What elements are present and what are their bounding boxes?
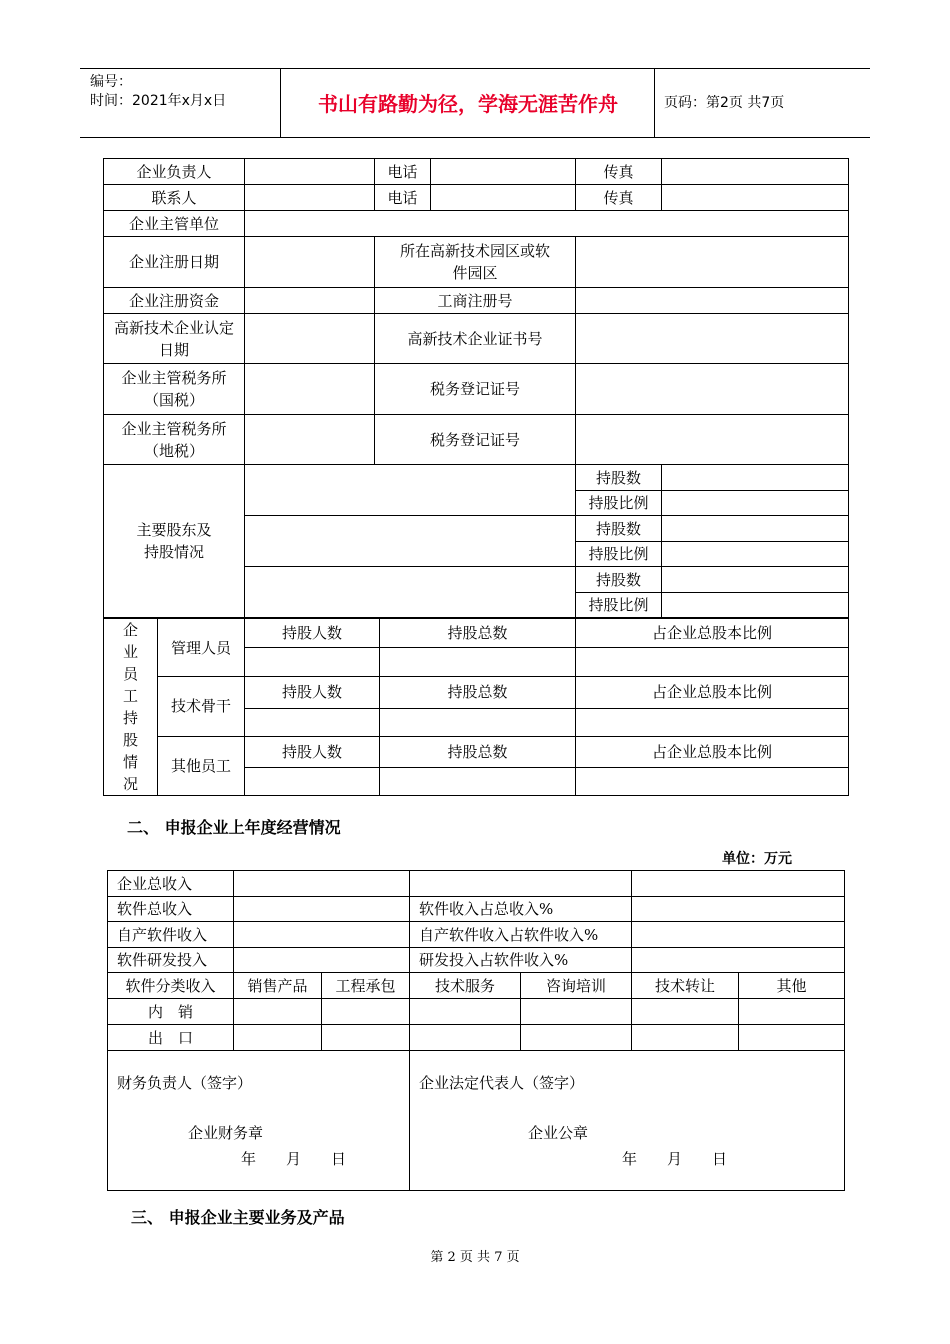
label-share-count-3: 持股数 bbox=[576, 567, 662, 593]
field-domestic-6[interactable] bbox=[739, 999, 845, 1025]
field-own-pct[interactable] bbox=[632, 922, 845, 948]
field-total-2[interactable] bbox=[380, 708, 576, 736]
label-ratio-1: 占企业总股本比例 bbox=[576, 619, 849, 648]
label-biz-reg-no: 工商注册号 bbox=[375, 288, 576, 314]
label-tax-local: 企业主管税务所（地税） bbox=[104, 415, 245, 465]
field-domestic-2[interactable] bbox=[322, 999, 410, 1025]
label-total-2: 持股总数 bbox=[380, 677, 576, 709]
label-tax-reg-no-local: 税务登记证号 bbox=[375, 415, 576, 465]
label-tax-reg-no-national: 税务登记证号 bbox=[375, 364, 576, 415]
field-software-pct[interactable] bbox=[632, 897, 845, 922]
finance-signature-cell[interactable] bbox=[108, 1051, 410, 1191]
time-label: 时间：2021年x月x日 bbox=[90, 93, 227, 109]
field-software-income[interactable] bbox=[234, 897, 410, 922]
col-sales: 销售产品 bbox=[234, 973, 322, 999]
field-share-ratio-2[interactable] bbox=[662, 542, 849, 567]
label-others: 其他员工 bbox=[158, 736, 245, 796]
label-share-count-1: 持股数 bbox=[576, 465, 662, 491]
field-reg-capital[interactable] bbox=[245, 288, 375, 314]
label-contact: 联系人 bbox=[104, 185, 245, 211]
field-share-count-2[interactable] bbox=[662, 516, 849, 542]
label-rd-input: 软件研发投入 bbox=[108, 948, 234, 973]
label-tech: 技术骨干 bbox=[158, 677, 245, 737]
field-tax-local[interactable] bbox=[245, 415, 375, 465]
field-phone[interactable] bbox=[431, 159, 576, 185]
label-domestic: 内 销 bbox=[108, 999, 234, 1025]
field-share-ratio-1[interactable] bbox=[662, 491, 849, 516]
label-share-ratio-1: 持股比例 bbox=[576, 491, 662, 516]
label-shareholders: 主要股东及持股情况 bbox=[104, 465, 245, 618]
field-leader[interactable] bbox=[245, 159, 375, 185]
header-meta bbox=[80, 69, 281, 137]
field-hitech-date[interactable] bbox=[245, 314, 375, 364]
field-ratio-1[interactable] bbox=[576, 648, 849, 677]
field-holders-2[interactable] bbox=[245, 708, 380, 736]
field-share-ratio-3[interactable] bbox=[662, 593, 849, 618]
label-category: 软件分类收入 bbox=[108, 973, 234, 999]
field-contact-phone[interactable] bbox=[431, 185, 576, 211]
label-blank bbox=[410, 871, 632, 897]
label-rd-pct: 研发投入占软件收入% bbox=[410, 948, 632, 973]
label-total-1: 持股总数 bbox=[380, 619, 576, 648]
label-total-3: 持股总数 bbox=[380, 736, 576, 768]
col-consulting: 咨询培训 bbox=[521, 973, 632, 999]
section-3-title: 三、 申报企业主要业务及产品 bbox=[131, 1208, 345, 1227]
field-contact[interactable] bbox=[245, 185, 375, 211]
field-export-1[interactable] bbox=[234, 1025, 322, 1051]
label-holders-2: 持股人数 bbox=[245, 677, 380, 709]
field-total-1[interactable] bbox=[380, 648, 576, 677]
field-holders-3[interactable] bbox=[245, 768, 380, 796]
field-rd-input[interactable] bbox=[234, 948, 410, 973]
label-contact-fax: 传真 bbox=[576, 185, 662, 211]
number-label: 编号： bbox=[90, 74, 132, 90]
field-export-3[interactable] bbox=[410, 1025, 521, 1051]
field-hitech-cert[interactable] bbox=[576, 314, 849, 364]
field-total-income[interactable] bbox=[234, 871, 410, 897]
field-export-5[interactable] bbox=[632, 1025, 739, 1051]
label-legal-date: 年 月 日 bbox=[622, 1150, 728, 1168]
label-supervisor-unit: 企业主管单位 bbox=[104, 211, 245, 237]
label-holders-1: 持股人数 bbox=[245, 619, 380, 648]
label-park: 所在高新技术园区或软件园区 bbox=[375, 237, 576, 288]
field-tax-reg-no-local[interactable] bbox=[576, 415, 849, 465]
field-shareholder-3[interactable] bbox=[245, 567, 576, 618]
page-footer: 第 2 页 共 7 页 bbox=[430, 1250, 520, 1265]
field-shareholder-2[interactable] bbox=[245, 516, 576, 567]
label-contact-phone: 电话 bbox=[375, 185, 431, 211]
field-domestic-1[interactable] bbox=[234, 999, 322, 1025]
label-finance-date: 年 月 日 bbox=[241, 1150, 347, 1168]
label-share-count-2: 持股数 bbox=[576, 516, 662, 542]
label-share-ratio-3: 持股比例 bbox=[576, 593, 662, 618]
field-supervisor-unit[interactable] bbox=[245, 211, 849, 237]
label-hitech-cert: 高新技术企业证书号 bbox=[375, 314, 576, 364]
field-domestic-5[interactable] bbox=[632, 999, 739, 1025]
label-export: 出 口 bbox=[108, 1025, 234, 1051]
header-motto: 书山有路勤为径，学海无涯苦作舟 bbox=[282, 69, 655, 137]
unit-label: 单位：万元 bbox=[722, 851, 792, 867]
field-biz-reg-no[interactable] bbox=[576, 288, 849, 314]
field-total-3[interactable] bbox=[380, 768, 576, 796]
legal-signature-cell[interactable] bbox=[410, 1051, 845, 1191]
label-tax-national: 企业主管税务所（国税） bbox=[104, 364, 245, 415]
field-rd-pct[interactable] bbox=[632, 948, 845, 973]
field-holders-1[interactable] bbox=[245, 648, 380, 677]
label-staff-title: 企业员工持股情况 bbox=[104, 619, 158, 796]
label-legal-rep: 企业法定代表人（签字） bbox=[419, 1074, 585, 1092]
field-share-count-1[interactable] bbox=[662, 465, 849, 491]
field-contact-fax[interactable] bbox=[662, 185, 849, 211]
field-export-6[interactable] bbox=[739, 1025, 845, 1051]
field-blank[interactable] bbox=[632, 871, 845, 897]
label-fax: 传真 bbox=[576, 159, 662, 185]
field-tax-national[interactable] bbox=[245, 364, 375, 415]
label-software-income: 软件总收入 bbox=[108, 897, 234, 922]
label-share-ratio-2: 持股比例 bbox=[576, 542, 662, 567]
field-domestic-3[interactable] bbox=[410, 999, 521, 1025]
field-export-2[interactable] bbox=[322, 1025, 410, 1051]
field-shareholder-1[interactable] bbox=[245, 465, 576, 516]
field-fax[interactable] bbox=[662, 159, 849, 185]
label-own-software: 自产软件收入 bbox=[108, 922, 234, 948]
operations-table bbox=[107, 870, 845, 1191]
label-hitech-date: 高新技术企业认定日期 bbox=[104, 314, 245, 364]
label-phone: 电话 bbox=[375, 159, 431, 185]
section-2-title: 二、 申报企业上年度经营情况 bbox=[127, 818, 341, 837]
label-company-seal: 企业公章 bbox=[528, 1124, 589, 1142]
field-ratio-3[interactable] bbox=[576, 768, 849, 796]
field-domestic-4[interactable] bbox=[521, 999, 632, 1025]
label-holders-3: 持股人数 bbox=[245, 736, 380, 768]
label-finance-seal: 企业财务章 bbox=[188, 1124, 264, 1142]
col-other: 其他 bbox=[739, 973, 845, 999]
enterprise-info-table bbox=[103, 158, 849, 618]
field-ratio-2[interactable] bbox=[576, 708, 849, 736]
page-header bbox=[80, 68, 870, 138]
col-engineering: 工程承包 bbox=[322, 973, 410, 999]
label-leader: 企业负责人 bbox=[104, 159, 245, 185]
label-ratio-3: 占企业总股本比例 bbox=[576, 736, 849, 768]
field-export-4[interactable] bbox=[521, 1025, 632, 1051]
label-finance-head: 财务负责人（签字） bbox=[117, 1074, 253, 1092]
label-software-pct: 软件收入占总收入% bbox=[410, 897, 632, 922]
label-total-income: 企业总收入 bbox=[108, 871, 234, 897]
label-management: 管理人员 bbox=[158, 619, 245, 677]
label-own-pct: 自产软件收入占软件收入% bbox=[410, 922, 632, 948]
field-share-count-3[interactable] bbox=[662, 567, 849, 593]
label-reg-date: 企业注册日期 bbox=[104, 237, 245, 288]
col-tech-service: 技术服务 bbox=[410, 973, 521, 999]
field-own-software[interactable] bbox=[234, 922, 410, 948]
field-tax-reg-no-national[interactable] bbox=[576, 364, 849, 415]
label-reg-capital: 企业注册资金 bbox=[104, 288, 245, 314]
field-reg-date[interactable] bbox=[245, 237, 375, 288]
label-ratio-2: 占企业总股本比例 bbox=[576, 677, 849, 709]
header-page-info: 页码：第2页 共7页 bbox=[664, 95, 785, 111]
field-park[interactable] bbox=[576, 237, 849, 288]
col-tech-transfer: 技术转让 bbox=[632, 973, 739, 999]
staff-shareholding-table bbox=[103, 618, 849, 796]
